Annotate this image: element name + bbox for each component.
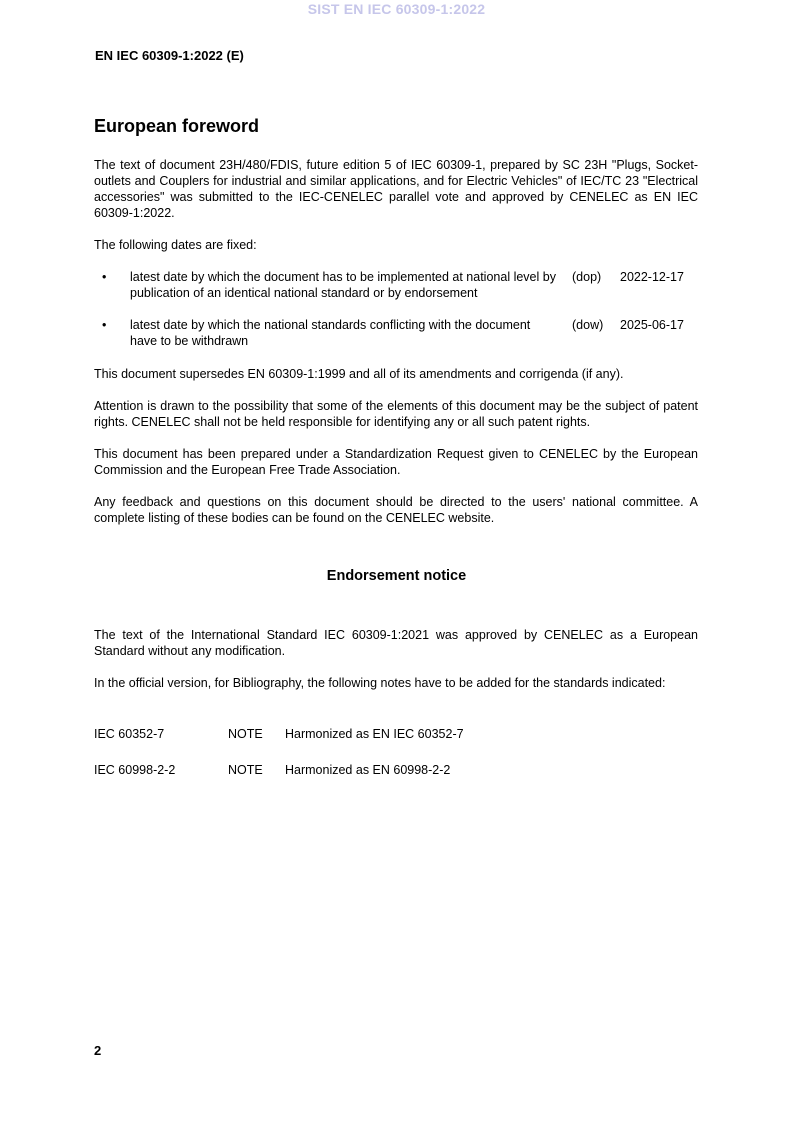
date-item-date: 2025-06-17 <box>620 318 684 332</box>
note-standard: IEC 60998-2-2 <box>94 763 176 777</box>
date-item-text: latest date by which the national standards conflicting with the document have to be withdrawn <box>130 318 531 348</box>
date-item-dow <box>94 317 698 351</box>
note-text: Harmonized as EN IEC 60352-7 <box>285 727 464 741</box>
endorsement-paragraph: The text of the International Standard IEC 60309-1:2021 was approved by CENELEC as a European Standard without any modification. <box>94 628 698 658</box>
bibliography-note <box>94 726 698 742</box>
page-title: European foreword <box>94 116 260 136</box>
document-id: EN IEC 60309-1:2022 (E) <box>95 48 244 63</box>
bibliography-intro: In the official version, for Bibliography, the following notes have to be added for the standards indicated: <box>94 676 666 690</box>
date-item-date: 2022-12-17 <box>620 270 684 284</box>
feedback-paragraph: Any feedback and questions on this document should be directed to the users' national committee. A complete listing of these bodies can be found on the CENELEC website. <box>94 495 698 525</box>
bibliography-note <box>94 762 698 778</box>
date-item-text: latest date by which the document has to be implemented at national level by publication of an identical national standard or by endorsement <box>130 270 556 300</box>
dates-intro: The following dates are fixed: <box>94 238 257 252</box>
note-text: Harmonized as EN 60998-2-2 <box>285 763 451 777</box>
note-label: NOTE <box>228 727 263 741</box>
patent-paragraph: Attention is drawn to the possibility that some of the elements of this document may be the subject of patent rights. CENELEC shall not be held responsible for identifying any or all such patent rights. <box>94 399 698 429</box>
supersedes-paragraph: This document supersedes EN 60309-1:1999 and all of its amendments and corrigenda (if any). <box>94 367 624 381</box>
note-label: NOTE <box>228 763 263 777</box>
date-item-code: (dow) <box>572 318 604 332</box>
watermark: SIST EN IEC 60309-1:2022 <box>307 1 486 17</box>
note-standard: IEC 60352-7 <box>94 727 165 741</box>
date-item-code: (dop) <box>572 270 602 284</box>
bullet-icon: • <box>102 270 107 284</box>
endorsement-title: Endorsement notice <box>326 568 467 584</box>
bullet-icon: • <box>102 318 107 332</box>
date-item-dop <box>94 269 698 303</box>
foreword-intro: The text of document 23H/480/FDIS, future edition 5 of IEC 60309-1, prepared by SC 23H "Plugs, Socket-outlets and Couplers for industrial and similar applications, and for Electric Vehicles" of IEC/TC 23 "Electrical accessories" was submitted to the IEC-CENELEC parallel vote and approved by CENELEC as EN IEC 60309-1:2022. <box>94 158 698 220</box>
mandate-paragraph: This document has been prepared under a Standardization Request given to CENELEC by the European Commission and the European Free Trade Association. <box>94 447 698 477</box>
page-number: 2 <box>94 1043 102 1058</box>
